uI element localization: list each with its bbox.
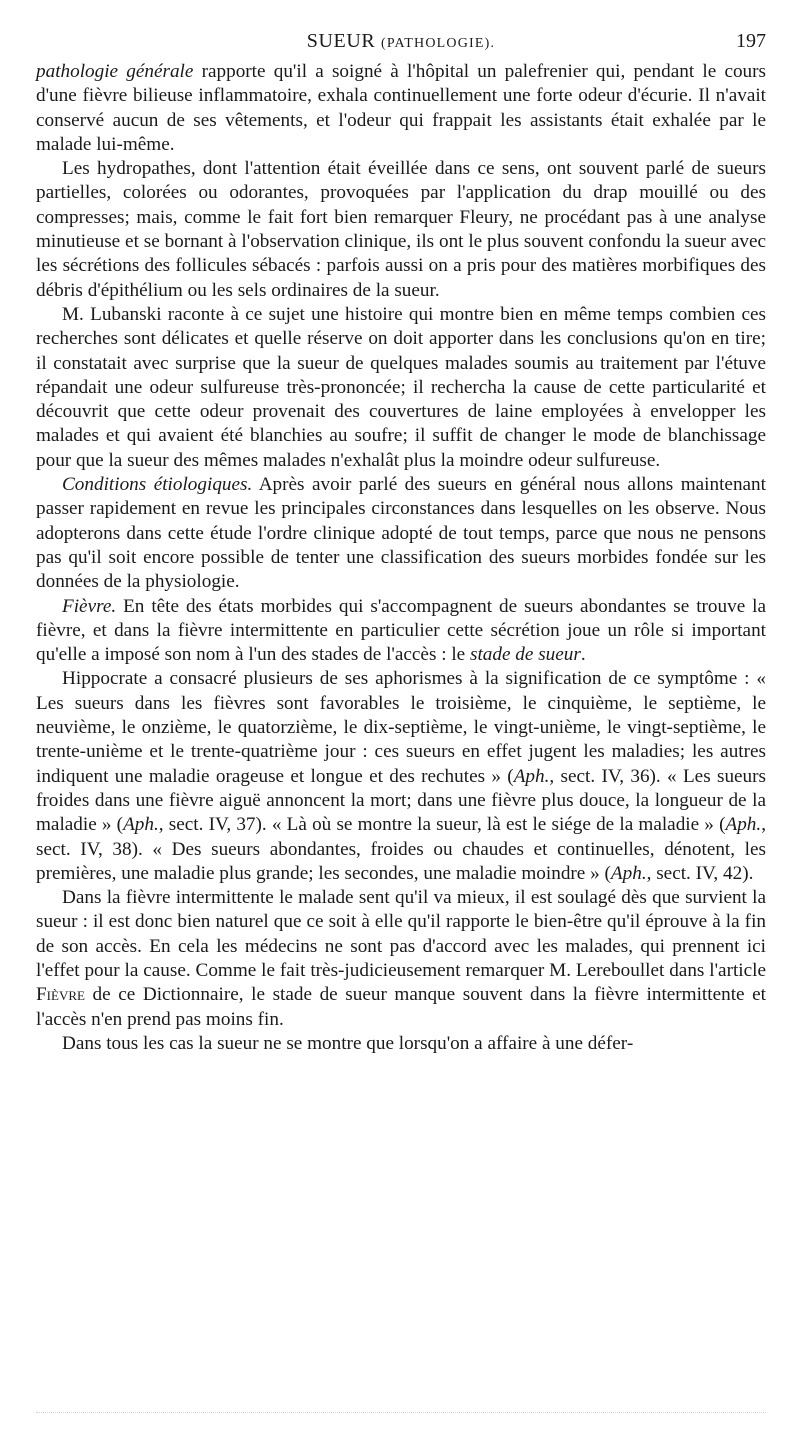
paragraph-hippocrate — [36, 667, 766, 886]
paragraph-text: , sect. IV, 38). « Des sueurs abondantes, froides ou chaudes et continuelles, dénotent, les premières, une maladie plus grande; les secondes, une maladie moindre » ( — [36, 814, 766, 884]
paragraph-text-end: de ce Dictionnaire, le stade de sueur manque souvent dans la fièvre intermittente et l'accès n'en prend pas moins fin. — [36, 984, 766, 1030]
paragraph-text: Dans tous les cas la sueur ne se montre que lorsqu'on a affaire à une défer- — [62, 1032, 634, 1054]
body-text — [36, 60, 766, 1056]
bottom-scan-specks — [36, 1412, 766, 1419]
section-heading-fievre: Fièvre. — [62, 595, 117, 617]
paragraph-text: rapporte qu'il a soigné à l'hôpital un palefrenier qui, pendant le cours d'une fièvre bilieuse inflammatoire, exhala continuellement une forte odeur d'écurie. Il n'avait conservé aucun de ses vêtements, et l'odeur qui frappait les assistants était exhalée par le malade lui-même. — [36, 61, 766, 155]
paragraph-text: Dans la fièvre intermittente le malade sent qu'il va mieux, il est soulagé dès que survient la sueur : il est donc bien naturel que ce soit à elle qu'il rapporte le bien-être qu'il éprouve à la fin de son accès. En cela les médecins ne sont pas d'accord avec les malades, qui prennent ici l'effet pour la cause. Comme le fait très-judicieusement remarquer M. Lereboullet dans l'article — [36, 887, 766, 981]
cross-reference: Fièvre — [36, 984, 85, 1006]
aphorism-ref: Aph. — [123, 814, 159, 836]
paragraph-text: Hippocrate a consacré plusieurs de ses aphorismes à la signification de ce symptôme : « Les sueurs dans les fièvres sont favorables le troisième, le cinquième, le septième, le neuvième, le onzième, le quatorzième, le dix-septième, le vingt-unième, le vingt-septième, le trente-unième et le trente-quatrième jour : ces sueurs en effet jugent les maladies; les autres indiquent une maladie orageuse et longue et des rechutes » ( — [36, 668, 766, 787]
paragraph-text: M. Lubanski raconte à ce sujet une histoire qui montre bien en même temps combien ces recherches sont délicates et quelle réserve on doit apporter dans les conclusions qu'on en tire; il constatait avec surprise que la sueur de quelques malades soumis au traitement par l'étuve répandait une odeur sulfureuse très-prononcée; il rechercha la cause de cette particularité et découvrit que cette odeur provenait des couvertures de laine employées à envelopper les malades et qui avaient été blanchies au soufre; il suffit de changer le mode de blanchissage pour que la sueur des mêmes malades n'exhalât plus la moindre odeur sulfureuse. — [36, 303, 766, 471]
aphorism-ref: Aph. — [725, 814, 762, 836]
paragraph-text-end: , sect. IV, 42). — [646, 862, 754, 884]
header-subtitle: (PATHOLOGIE). — [380, 36, 496, 51]
aphorism-ref: Aph. — [610, 862, 647, 884]
page-number: 197 — [736, 30, 766, 52]
paragraph-text: , sect. IV, 37). « Là où se montre la sueur, là est le siége de la maladie » ( — [158, 814, 726, 836]
paragraph-conditions-etiologiques — [36, 473, 766, 594]
paragraph-text: Après avoir parlé des sueurs en général nous allons maintenant passer rapidement en revue les principales circonstances dans lesquelles on les observe. Nous adopterons dans cette étude l'ordre clinique adopté de tout temps, parce que nous ne pensons pas qu'il soit encore possible de tenter une classification des sueurs morbides fondée sur les données de la physiologie. — [36, 474, 766, 593]
italic-term: stade de sueur — [469, 644, 581, 666]
italic-lead: pathologie générale — [36, 61, 194, 82]
paragraph-hydropathes — [36, 157, 766, 303]
paragraph-fievre — [36, 595, 766, 668]
paragraph-lubanski — [36, 303, 766, 473]
section-heading-conditions: Conditions étiologiques. — [62, 474, 253, 496]
running-head — [36, 30, 766, 56]
paragraph-last-line — [36, 1032, 766, 1056]
paragraph-text-end: . — [580, 644, 586, 666]
paragraph-text: Les hydropathes, dont l'attention était éveillée dans ce sens, ont souvent parlé de sueurs partielles, colorées ou odorantes, provoquées par l'application du drap mouillé ou des compresses; mais, comme le fait fort bien remarquer Fleury, ne procédant pas à une analyse minutieuse et se bornant à l'observation clinique, ils ont le plus souvent confondu la sueur avec les sécrétions des follicules sébacés : parfois aussi on a pris pour des matières morbifiques des débris d'épithélium ou les sels ordinaires de la sueur. — [36, 158, 766, 301]
aphorism-ref: Aph. — [513, 765, 550, 787]
paragraph-text: , sect. IV, 36). « Les sueurs froides dans une fièvre aiguë annoncent la mort; dans une fièvre plus douce, la longueur de la maladie » ( — [36, 765, 767, 836]
running-title — [36, 30, 766, 53]
paragraph-text: En tête des états morbides qui s'accompagnent de sueurs abondantes se trouve la fièvre, et dans la fièvre intermittente en particulier cette sécrétion joue un rôle si important qu'elle a imposé son nom à l'un des stades de l'accès : le — [36, 595, 766, 666]
header-title: SUEUR — [306, 30, 376, 52]
paragraph-fievre-intermittente — [36, 886, 766, 1032]
paragraph-continuation — [36, 60, 766, 157]
